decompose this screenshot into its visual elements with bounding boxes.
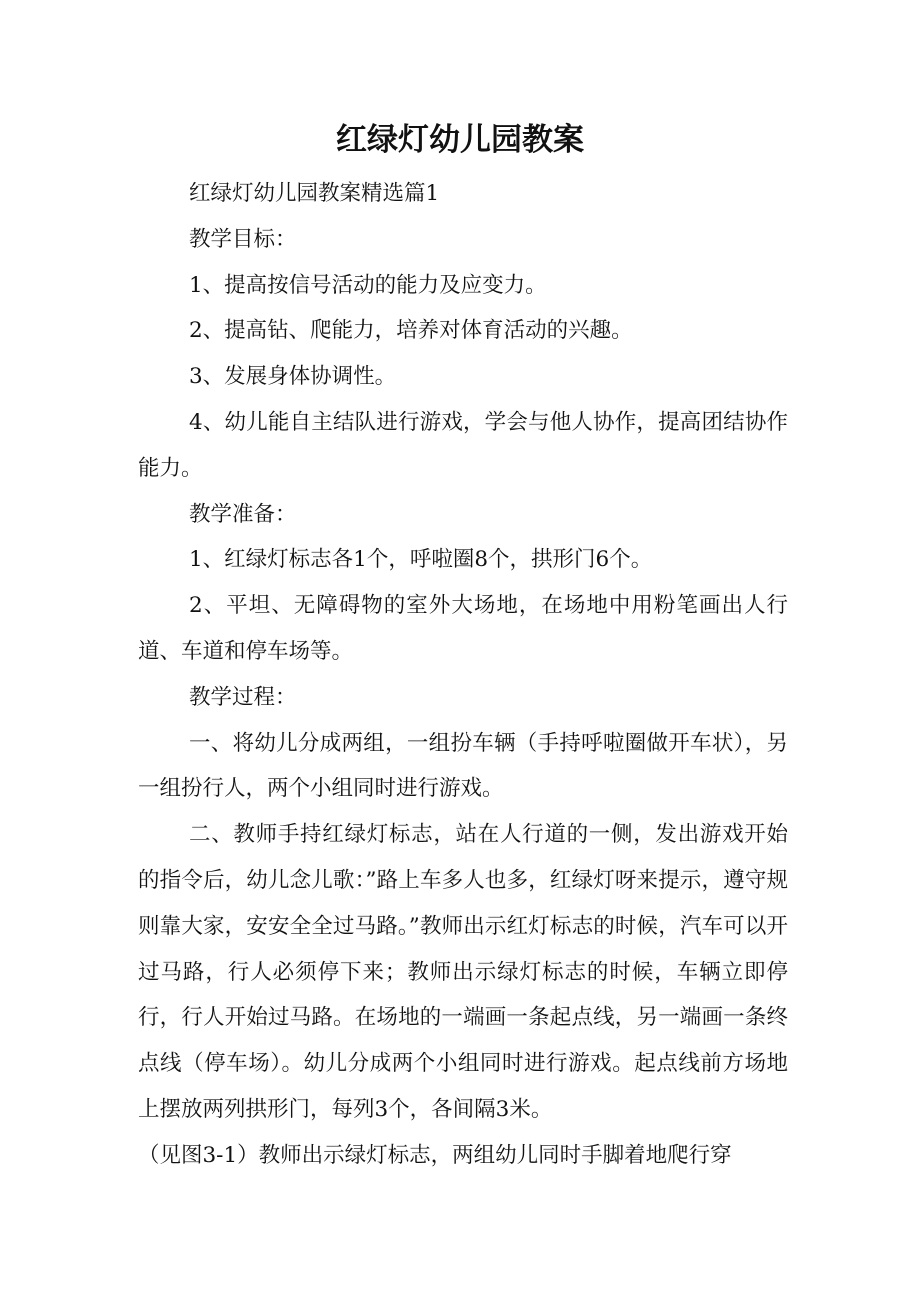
paragraph-process-2: 二、教师手持红绿灯标志，站在人行道的一侧，发出游戏开始的指令后，幼儿念儿歌：”路上车多人也多，红绿灯呀来提示，遵守规则靠大家，安安全全过马路。”教师出示红灯标志的时候，汽车可以开过马路，行人必须停下来；教师出示绿灯标志的时候，车辆立即停行，行人开始过马路。在场地的一端画一条起点线，另一端画一条终点线（停车场）。幼儿分成两个小组同时进行游戏。起点线前方场地上摆放两列拱形门，每列3个，各间隔3米。 xyxy=(138,822,788,1122)
paragraph-subtitle: 红绿灯幼儿园教案精选篇1 xyxy=(189,181,440,206)
paragraph-goal-1: 1、提高按信号活动的能力及应变力。 xyxy=(189,272,547,298)
document-body xyxy=(138,171,788,1179)
paragraph-goals-heading: 教学目标： xyxy=(189,226,297,252)
paragraph-prep-1: 1、红绿灯标志各1个，呼啦圈8个，拱形门6个。 xyxy=(189,547,653,573)
paragraph-prep-heading: 教学准备： xyxy=(189,501,297,527)
document-title: 红绿灯幼儿园教案 xyxy=(336,122,584,158)
paragraph-process-1: 一、将幼儿分成两组，一组扮车辆（手持呼啦圈做开车状），另一组扮行人，两个小组同时进行游戏。 xyxy=(138,730,788,802)
paragraph-process-heading: 教学过程： xyxy=(189,684,297,710)
paragraph-goal-3: 3、发展身体协调性。 xyxy=(189,364,397,390)
paragraph-goal-4: 4、幼儿能自主结队进行游戏，学会与他人协作，提高团结协作能力。 xyxy=(138,409,788,481)
paragraph-process-2-continued: （见图3-1）教师出示绿灯标志，两组幼儿同时手脚着地爬行穿 xyxy=(138,1142,732,1168)
paragraph-goal-2: 2、提高钻、爬能力，培养对体育活动的兴趣。 xyxy=(189,318,633,344)
paragraph-prep-2: 2、平坦、无障碍物的室外大场地，在场地中用粉笔画出人行道、车道和停车场等。 xyxy=(138,593,788,664)
